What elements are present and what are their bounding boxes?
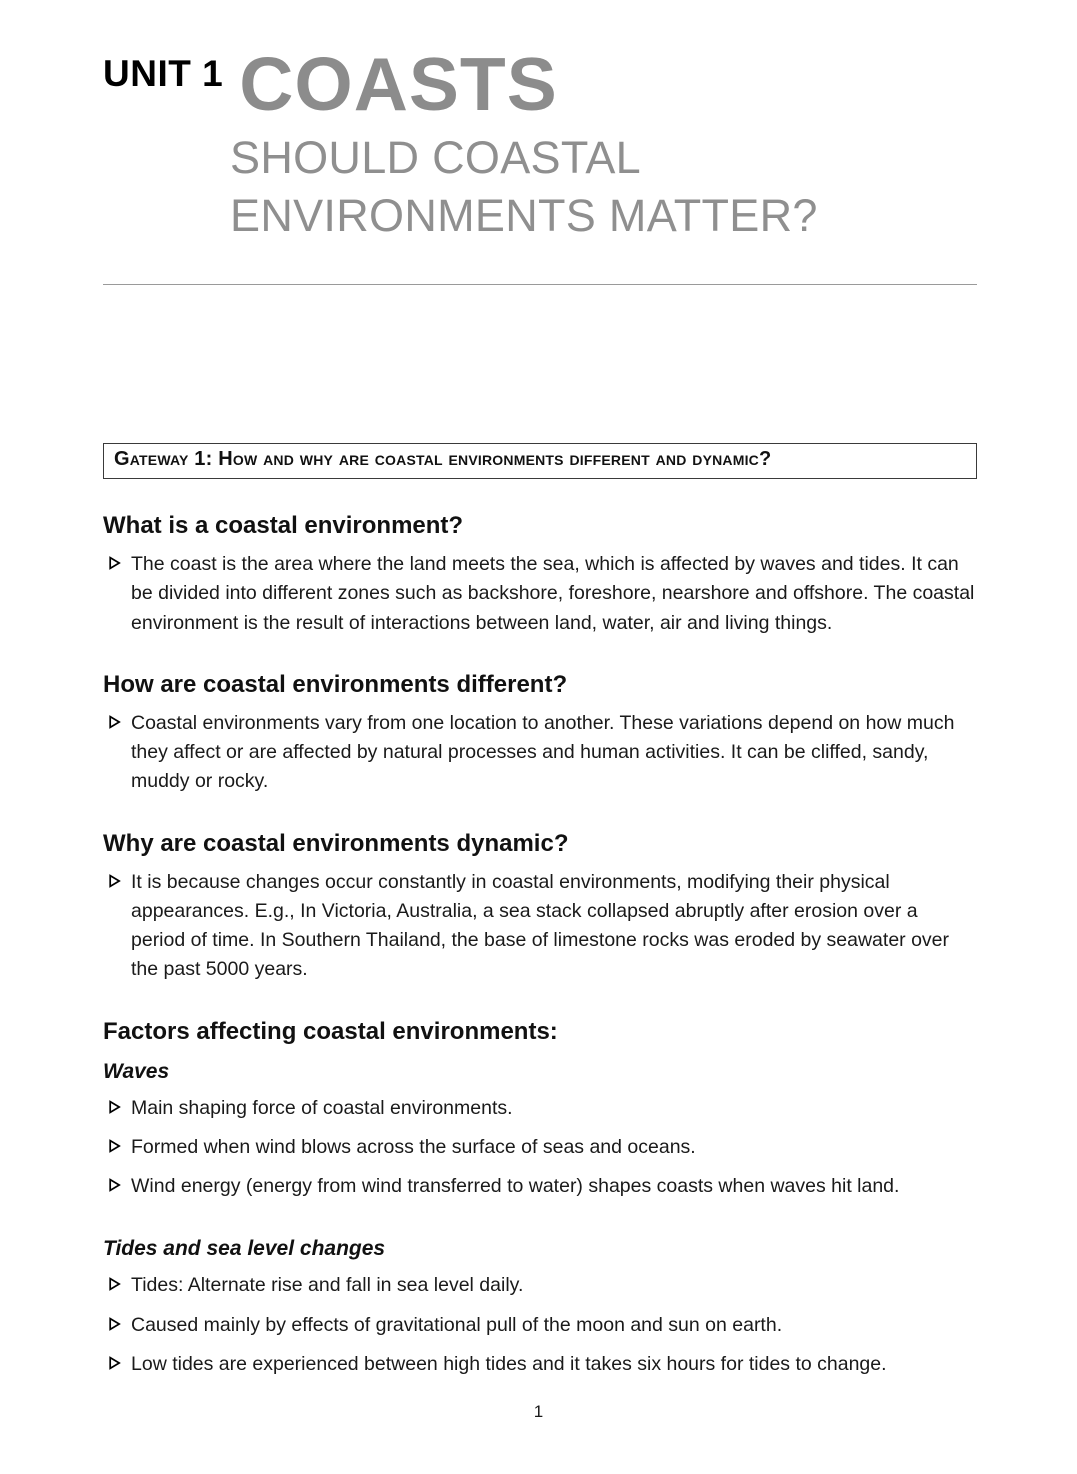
section-heading: How are coastal environments different? <box>103 670 568 698</box>
section-how-different <box>103 671 977 797</box>
section-heading: Why are coastal environments dynamic? <box>103 829 569 857</box>
bullet-arrow-icon <box>103 868 131 985</box>
list-item <box>103 1172 977 1201</box>
subtitle-line-2: ENVIRONMENTS MATTER? <box>230 189 818 241</box>
title-block <box>103 42 977 244</box>
list-item <box>103 550 977 638</box>
horizontal-rule <box>103 284 977 285</box>
section-heading: Factors affecting coastal environments: <box>103 1017 558 1045</box>
subsection-heading: Tides and sea level changes <box>103 1237 386 1261</box>
page-number: 1 <box>533 1402 544 1421</box>
list-item <box>103 709 977 797</box>
bullet-arrow-icon <box>103 1094 131 1123</box>
page-subtitle <box>230 129 977 244</box>
list-item-text: Wind energy (energy from wind transferred to water) shapes coasts when waves hit land. <box>131 1175 900 1198</box>
subsection-waves <box>103 1060 977 1202</box>
list-item-text: Formed when wind blows across the surface of seas and oceans. <box>131 1135 696 1158</box>
unit-label: UNIT 1 <box>103 53 224 94</box>
section-heading: What is a coastal environment? <box>103 512 464 540</box>
bullet-arrow-icon <box>103 550 131 638</box>
list-item-text: Main shaping force of coastal environments. <box>131 1096 513 1119</box>
section-why-dynamic <box>103 830 977 985</box>
list-item-text: Coastal environments vary from one location to another. These variations depend on how much they affect or are affected by natural processes and human activities. It can be cliffed, sandy, muddy or rocky. <box>131 711 955 793</box>
gateway-banner-text: Gateway 1: How and why are coastal environments different and dynamic? <box>114 448 772 471</box>
list-item <box>103 1350 977 1379</box>
list-item <box>103 1271 977 1300</box>
bullet-arrow-icon <box>103 709 131 797</box>
subsection-heading: Waves <box>103 1059 170 1083</box>
subtitle-line-1: SHOULD COASTAL <box>230 132 641 183</box>
bullet-arrow-icon <box>103 1172 131 1201</box>
section-what-is-coastal-environment <box>103 512 977 638</box>
section-factors <box>103 1018 977 1380</box>
list-item-text: The coast is the area where the land meets the sea, which is affected by waves and tides. It can be divided into different zones such as backshore, foreshore, nearshore and offshore. The coastal environment is the result of interactions between land, water, air and living things. <box>131 553 975 634</box>
list-item <box>103 1311 977 1340</box>
bullet-arrow-icon <box>103 1350 131 1379</box>
list-item <box>103 868 977 985</box>
title-row <box>103 42 977 126</box>
list-item-text: Tides: Alternate rise and fall in sea level daily. <box>131 1274 524 1297</box>
list-item <box>103 1133 977 1162</box>
list-item <box>103 1094 977 1123</box>
bullet-arrow-icon <box>103 1311 131 1340</box>
list-item-text: Caused mainly by effects of gravitational pull of the moon and sun on earth. <box>131 1313 783 1336</box>
bullet-arrow-icon <box>103 1133 131 1162</box>
bullet-arrow-icon <box>103 1271 131 1300</box>
list-item-text: It is because changes occur constantly in coastal environments, modifying their physical appearances. E.g., In Victoria, Australia, a sea stack collapsed abruptly after erosion over a period of time. In Southern Thailand, the base of limestone rocks was eroded by seawater over the past 5000 years. <box>131 870 950 981</box>
subsection-tides <box>103 1237 977 1379</box>
gateway-banner <box>103 443 977 479</box>
page-title: COASTS <box>239 42 558 126</box>
list-item-text: Low tides are experienced between high tides and it takes six hours for tides to change. <box>131 1352 887 1375</box>
